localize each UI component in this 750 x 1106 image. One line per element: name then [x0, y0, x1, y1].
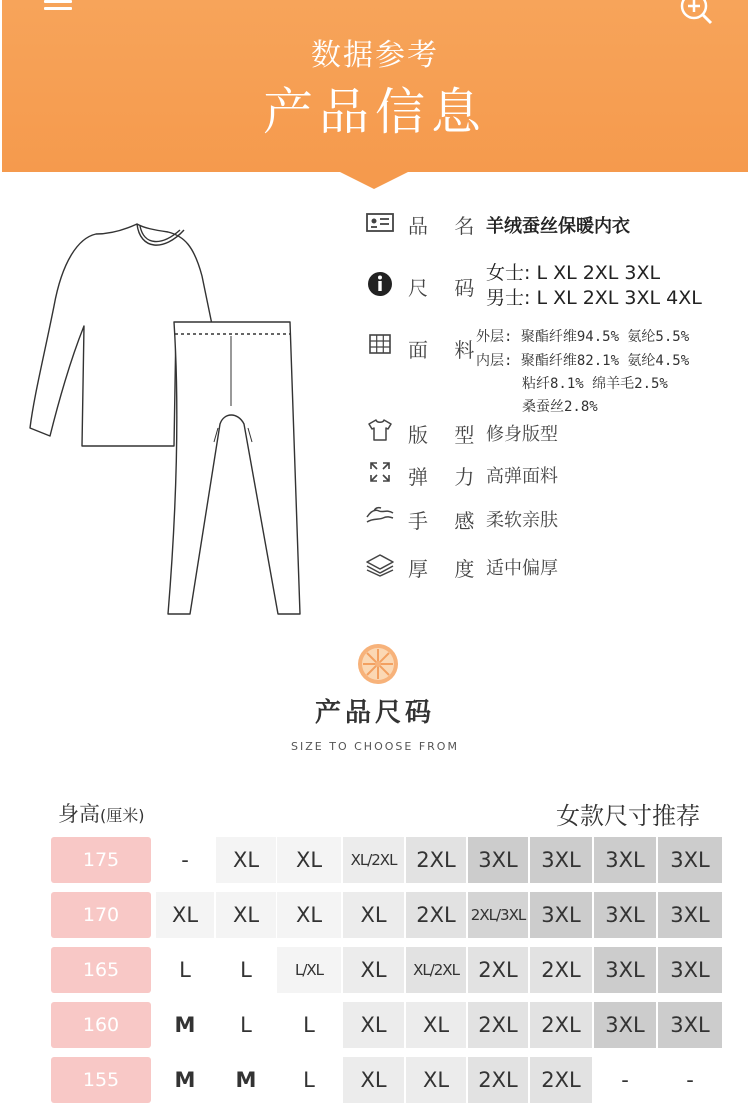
- spec-stretch-value: 高弹面料: [486, 466, 558, 487]
- size-cell: -: [156, 837, 214, 883]
- spec-size-label: 尺 码: [408, 276, 485, 300]
- size-cell: XL: [343, 892, 404, 938]
- size-cell: XL: [277, 837, 341, 883]
- size-cell: XL: [406, 1057, 466, 1103]
- height-label-text: 身高: [58, 802, 100, 826]
- size-cell: 3XL: [594, 837, 656, 883]
- size-cell: M: [156, 1057, 214, 1103]
- size-cell: M: [216, 1057, 276, 1103]
- spec-fabric-inner-1: 内层: 聚酯纤维82.1% 氨纶4.5%: [476, 353, 690, 369]
- hamburger-menu-icon[interactable]: [44, 0, 72, 16]
- banner-title: 产品信息: [263, 83, 487, 141]
- spec-feel-label: 手 感: [408, 509, 485, 533]
- size-cell: XL: [343, 1002, 404, 1048]
- size-cell: XL: [156, 892, 214, 938]
- fabric-grid-icon: [362, 332, 398, 360]
- spec-feel-value: 柔软亲肤: [486, 510, 558, 531]
- tshirt-icon: [362, 418, 398, 446]
- size-cell: -: [658, 1057, 722, 1103]
- spec-thickness-value: 适中偏厚: [486, 558, 558, 579]
- banner-subtitle: 数据参考: [311, 38, 439, 73]
- spec-fabric-outer: 外层: 聚酯纤维94.5% 氨纶5.5%: [476, 329, 690, 345]
- size-cell: XL: [406, 1002, 466, 1048]
- size-cell: 3XL: [530, 892, 592, 938]
- info-icon: [362, 270, 398, 302]
- size-cell: L: [216, 1002, 276, 1048]
- height-column-label: [58, 798, 145, 828]
- spec-fit-value: 修身版型: [486, 424, 558, 445]
- height-unit: (厘米): [100, 806, 145, 825]
- size-cell: XL: [216, 892, 276, 938]
- thermal-underwear-illustration: [24, 216, 304, 616]
- size-cell: L: [277, 1057, 341, 1103]
- size-cell: 3XL: [468, 837, 528, 883]
- height-cell-160: 160: [51, 1002, 151, 1048]
- size-cell: L: [277, 1002, 341, 1048]
- size-cell: 2XL/3XL: [468, 892, 528, 938]
- size-cell: L: [156, 947, 214, 993]
- spec-size-men: 男士: L XL 2XL 3XL 4XL: [486, 287, 702, 309]
- spec-fabric-inner-2: 粘纤8.1% 绵羊毛2.5%: [522, 376, 668, 392]
- spec-stretch-label: 弹 力: [408, 465, 485, 489]
- size-cell: 2XL: [530, 947, 592, 993]
- size-cell: -: [594, 1057, 656, 1103]
- hand-feel-icon: [362, 505, 398, 531]
- size-cell: L/XL: [277, 947, 341, 993]
- size-cell: 2XL: [406, 837, 466, 883]
- spec-name-value: 羊绒蚕丝保暖内衣: [486, 216, 630, 237]
- expand-arrows-icon: [362, 461, 398, 487]
- height-cell-170: 170: [51, 892, 151, 938]
- height-cell-155: 155: [51, 1057, 151, 1103]
- spec-fabric-inner-3: 桑蚕丝2.8%: [522, 399, 598, 415]
- zoom-in-icon[interactable]: [678, 0, 718, 30]
- size-cell: 3XL: [658, 892, 722, 938]
- height-cell-175: 175: [51, 837, 151, 883]
- spec-thickness-label: 厚 度: [408, 557, 485, 581]
- size-section-title: 产品尺码: [314, 698, 435, 728]
- size-cell: 2XL: [530, 1057, 592, 1103]
- size-cell: 3XL: [658, 837, 722, 883]
- size-cell: XL/2XL: [343, 837, 404, 883]
- size-cell: XL/2XL: [406, 947, 466, 993]
- id-card-icon: [362, 212, 398, 238]
- banner-notch: [338, 171, 410, 189]
- size-cell: 3XL: [658, 1002, 722, 1048]
- size-cell: 3XL: [658, 947, 722, 993]
- layers-icon: [362, 553, 398, 581]
- size-cell: 3XL: [530, 837, 592, 883]
- size-cell: 3XL: [594, 1002, 656, 1048]
- size-cell: 2XL: [468, 947, 528, 993]
- size-cell: 3XL: [594, 892, 656, 938]
- size-cell: XL: [216, 837, 276, 883]
- spec-fabric-label: 面 料: [408, 338, 485, 362]
- size-cell: XL: [343, 947, 404, 993]
- size-cell: 2XL: [468, 1057, 528, 1103]
- size-cell: 2XL: [468, 1002, 528, 1048]
- size-cell: 2XL: [406, 892, 466, 938]
- orange-slice-icon: [356, 642, 400, 690]
- size-cell: XL: [277, 892, 341, 938]
- height-cell-165: 165: [51, 947, 151, 993]
- women-size-recommend-label: 女款尺寸推荐: [556, 802, 700, 830]
- spec-size-women: 女士: L XL 2XL 3XL: [486, 262, 661, 284]
- size-cell: 2XL: [530, 1002, 592, 1048]
- size-section-subtitle: SIZE TO CHOOSE FROM: [291, 740, 459, 753]
- size-cell: 3XL: [594, 947, 656, 993]
- size-cell: L: [216, 947, 276, 993]
- spec-name-label: 品 名: [408, 214, 485, 238]
- spec-fit-label: 版 型: [408, 423, 485, 447]
- size-cell: M: [156, 1002, 214, 1048]
- size-cell: XL: [343, 1057, 404, 1103]
